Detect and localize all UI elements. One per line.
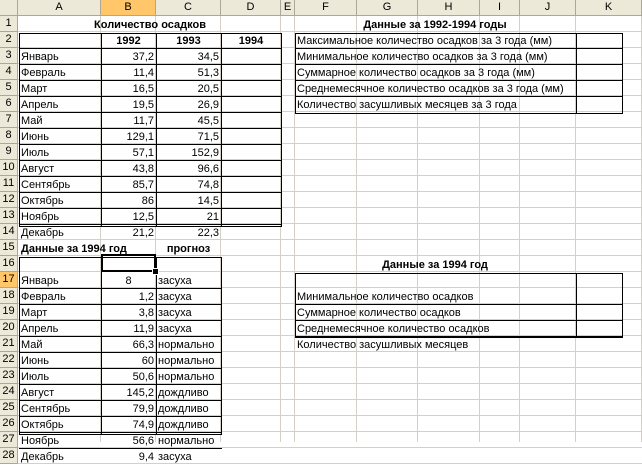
value-1994[interactable]: 60 <box>141 355 154 367</box>
value-1992[interactable]: 19,5 <box>132 99 154 111</box>
table2-divider <box>156 257 157 435</box>
row-header-24[interactable]: 24 <box>0 384 18 400</box>
summary1-item[interactable]: Минимальное количество осадков за 3 года (мм) <box>297 51 548 63</box>
forecast-value[interactable]: дождливо <box>158 387 209 399</box>
month-label[interactable]: Ноябрь <box>21 211 60 223</box>
row-header-16[interactable]: 16 <box>0 256 18 272</box>
summary1-item[interactable]: Количество засушливых месяцев за 3 года <box>297 99 517 111</box>
row-header-27[interactable]: 27 <box>0 432 18 448</box>
row-header-8[interactable]: 8 <box>0 128 18 144</box>
value-1992[interactable]: 57,1 <box>132 147 154 159</box>
summary1-item[interactable]: Суммарное количество осадков за 3 года (мм) <box>297 67 535 79</box>
summary2-item[interactable]: Суммарное количество осадков <box>297 307 461 319</box>
month-label[interactable]: Январь <box>21 51 59 63</box>
value-1992[interactable]: 21,2 <box>132 227 154 239</box>
row-header-20[interactable]: 20 <box>0 320 18 336</box>
row-header-18[interactable]: 18 <box>0 288 18 304</box>
month-label[interactable]: Июнь <box>21 355 49 367</box>
column-header-B[interactable]: B <box>101 0 156 16</box>
summary2-title[interactable]: Данные за 1994 год <box>382 259 488 271</box>
value-1992[interactable]: 129,1 <box>126 131 154 143</box>
month-label[interactable]: Июль <box>21 371 50 383</box>
row-header-15[interactable]: 15 <box>0 240 18 256</box>
header-1992[interactable]: 1992 <box>116 35 141 47</box>
value-1993[interactable]: 152,9 <box>191 147 219 159</box>
value-1992[interactable]: 85,7 <box>132 179 154 191</box>
row-header-21[interactable]: 21 <box>0 336 18 352</box>
month-label[interactable]: Декабрь <box>21 451 64 463</box>
forecast-value[interactable]: засуха <box>158 323 192 335</box>
summary2-item[interactable]: Среднемесячное количество осадков <box>297 323 490 335</box>
table1-divider <box>101 33 102 227</box>
summary2-item[interactable]: Минимальное количество осадков <box>297 291 474 303</box>
forecast-value[interactable]: нормально <box>158 371 215 383</box>
month-label[interactable]: Сентябрь <box>21 179 71 191</box>
value-1994[interactable]: 11,9 <box>133 323 154 335</box>
row-header-26[interactable]: 26 <box>0 416 18 432</box>
value-1994[interactable]: 66,3 <box>132 339 154 351</box>
column-header-A[interactable]: A <box>18 0 101 16</box>
fill-handle[interactable] <box>152 268 159 275</box>
row-header-7[interactable]: 7 <box>0 112 18 128</box>
row-header-6[interactable]: 6 <box>0 96 18 112</box>
month-label[interactable]: Ноябрь <box>21 435 60 447</box>
row-header-25[interactable]: 25 <box>0 400 18 416</box>
value-1993[interactable]: 45,5 <box>197 115 219 127</box>
value-1992[interactable]: 12,5 <box>132 211 154 223</box>
row-header-3[interactable]: 3 <box>0 48 18 64</box>
select-all-corner[interactable] <box>0 0 18 16</box>
value-1994[interactable]: 1,2 <box>138 291 154 303</box>
month-label[interactable]: Май <box>21 115 43 127</box>
table1-divider <box>156 33 157 227</box>
month-label[interactable]: Июнь <box>21 131 49 143</box>
value-1994[interactable]: 74,9 <box>132 419 154 431</box>
value-1994[interactable]: 56,6 <box>132 435 154 447</box>
value-1993[interactable]: 96,6 <box>197 163 219 175</box>
value-1994[interactable]: 50,6 <box>132 371 154 383</box>
forecast-value[interactable]: нормально <box>158 435 215 447</box>
value-1992[interactable]: 43,8 <box>132 163 154 175</box>
value-1993[interactable]: 34,5 <box>197 51 219 63</box>
row-header-9[interactable]: 9 <box>0 144 18 160</box>
table2-title[interactable]: Данные за 1994 год <box>21 243 127 255</box>
summary1-title[interactable]: Данные за 1992-1994 годы <box>363 19 507 31</box>
row-header-13[interactable]: 13 <box>0 208 18 224</box>
forecast-value[interactable]: засуха <box>158 291 192 303</box>
value-1993[interactable]: 26,9 <box>197 99 219 111</box>
forecast-value[interactable]: нормально <box>158 355 215 367</box>
value-1992[interactable]: 37,2 <box>132 51 154 63</box>
column-header-K[interactable]: K <box>576 0 642 16</box>
column-header-D[interactable]: D <box>221 0 281 16</box>
month-label[interactable]: Сентябрь <box>21 403 71 415</box>
value-1993[interactable]: 14,5 <box>197 195 219 207</box>
month-label[interactable]: Апрель <box>21 323 59 335</box>
summary1-border <box>295 33 623 114</box>
column-header-H[interactable]: H <box>418 0 480 16</box>
forecast-value[interactable]: засуха <box>158 451 192 463</box>
forecast-value[interactable]: засуха <box>158 275 192 287</box>
row-header-4[interactable]: 4 <box>0 64 18 80</box>
value-1993[interactable]: 22,3 <box>197 227 219 239</box>
month-label[interactable]: Март <box>21 307 48 319</box>
forecast-value[interactable]: засуха <box>158 307 192 319</box>
forecast-value[interactable]: дождливо <box>158 419 209 431</box>
column-header-I[interactable]: I <box>480 0 520 16</box>
summary1-divider <box>576 33 577 114</box>
value-1992[interactable]: 11,7 <box>133 115 154 127</box>
month-label[interactable]: Июль <box>21 147 50 159</box>
row-header-2[interactable]: 2 <box>0 32 18 48</box>
table1-title[interactable]: Количество осадков <box>94 19 206 31</box>
row-header-5[interactable]: 5 <box>0 80 18 96</box>
row-header-23[interactable]: 23 <box>0 368 18 384</box>
value-1993[interactable]: 71,5 <box>197 131 219 143</box>
month-label[interactable]: Апрель <box>21 99 59 111</box>
summary2-border <box>295 273 623 338</box>
month-label[interactable]: Январь <box>21 275 59 287</box>
summary1-item[interactable]: Максимальное количество осадков за 3 года (мм) <box>297 35 553 47</box>
value-1994[interactable]: 9,4 <box>138 451 154 463</box>
table1-border <box>19 33 282 227</box>
value-1993[interactable]: 20,5 <box>197 83 219 95</box>
month-label[interactable]: Декабрь <box>21 227 64 239</box>
month-label[interactable]: Март <box>21 83 48 95</box>
header-1993[interactable]: 1993 <box>176 35 201 47</box>
value-1992[interactable]: 86 <box>141 195 154 207</box>
month-label[interactable]: Май <box>21 339 43 351</box>
summary2-divider <box>576 273 577 338</box>
value-1994[interactable]: 8 <box>125 275 132 287</box>
row-header-11[interactable]: 11 <box>0 176 18 192</box>
row-header-19[interactable]: 19 <box>0 304 18 320</box>
summary2-item[interactable]: Количество засушливых месяцев <box>297 339 469 351</box>
value-1993[interactable]: 21 <box>206 211 219 223</box>
column-header-J[interactable]: J <box>520 0 576 16</box>
month-label[interactable]: Февраль <box>21 67 66 79</box>
value-1994[interactable]: 3,8 <box>138 307 154 319</box>
value-1992[interactable]: 11,4 <box>133 67 154 79</box>
row-header-22[interactable]: 22 <box>0 352 18 368</box>
column-header-E[interactable]: E <box>281 0 295 16</box>
month-label[interactable]: Август <box>21 163 55 175</box>
active-cell-B17[interactable] <box>101 254 156 272</box>
row-header-12[interactable]: 12 <box>0 192 18 208</box>
row-border <box>19 448 222 449</box>
column-header-F[interactable]: F <box>295 0 357 16</box>
value-1993[interactable]: 51,3 <box>197 67 219 79</box>
table1-divider <box>221 33 222 227</box>
value-1994[interactable]: 145,2 <box>126 387 154 399</box>
row-header-14[interactable]: 14 <box>0 224 18 240</box>
month-label[interactable]: Октябрь <box>21 419 64 431</box>
row-header-10[interactable]: 10 <box>0 160 18 176</box>
table2-border <box>19 257 222 435</box>
column-header-G[interactable]: G <box>357 0 418 16</box>
row-header-17[interactable]: 17 <box>0 272 18 288</box>
month-label[interactable]: Август <box>21 387 55 399</box>
month-label[interactable]: Октябрь <box>21 195 64 207</box>
table2-divider <box>101 257 102 435</box>
row-header-28[interactable]: 28 <box>0 448 18 464</box>
forecast-value[interactable]: нормально <box>158 339 215 351</box>
column-header-C[interactable]: C <box>156 0 221 16</box>
month-label[interactable]: Февраль <box>21 291 66 303</box>
summary1-item[interactable]: Среднемесячное количество осадков за 3 года (мм) <box>297 83 564 95</box>
value-1993[interactable]: 74,8 <box>197 179 219 191</box>
value-1994[interactable]: 79,9 <box>132 403 154 415</box>
header-1994[interactable]: 1994 <box>238 35 264 47</box>
row-header-1[interactable]: 1 <box>0 16 18 32</box>
forecast-value[interactable]: дождливо <box>158 403 209 415</box>
forecast-header[interactable]: прогноз <box>166 243 211 255</box>
summary2-value-cell[interactable] <box>577 337 622 353</box>
value-1992[interactable]: 16,5 <box>132 83 154 95</box>
